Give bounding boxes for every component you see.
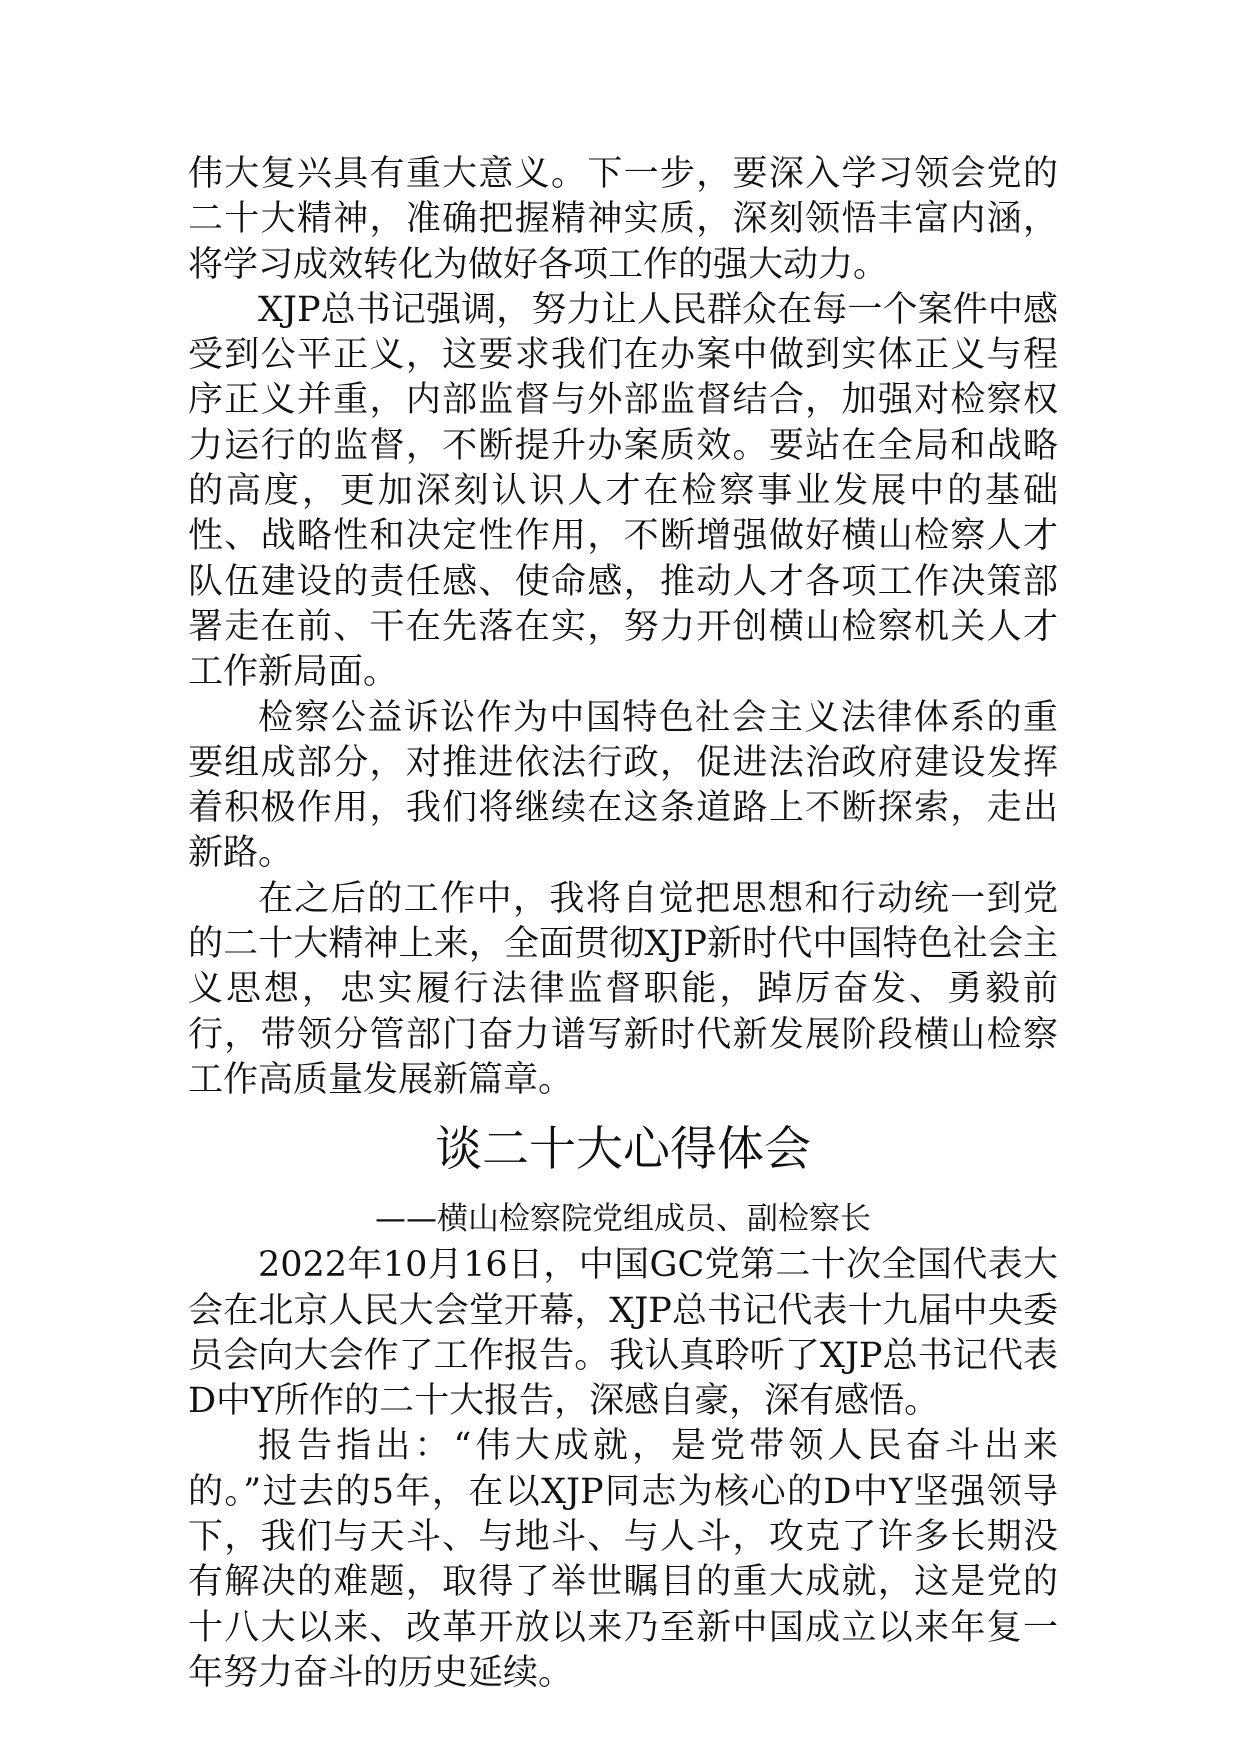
- document-page: [188, 152, 1058, 1696]
- paragraph: 报告指出：“伟大成就，是党带领人民奋斗出来的。”过去的5年，在以XJP同志为核心的D中Y坚强领导下，我们与天斗、与地斗、与人斗，攻克了许多长期没有解决的难题，取得了举世瞩目的重大成就，这是党的十八大以来、改革开放以来乃至新中国成立以来年复一年努力奋斗的历史延续。: [188, 1426, 1058, 1693]
- paragraph: 在之后的工作中，我将自觉把思想和行动统一到党的二十大精神上来，全面贯彻XJP新时代中国特色社会主义思想，忠实履行法律监督职能，踔厉奋发、勇毅前行，带领分管部门奋力谱写新时代新发展阶段横山检察工作高质量发展新篇章。: [188, 878, 1058, 1100]
- paragraph: 检察公益诉讼作为中国特色社会主义法律体系的重要组成部分，对推进依法行政，促进法治政府建设发挥着积极作用，我们将继续在这条道路上不断探索，走出新路。: [188, 697, 1058, 874]
- paragraph: 2022年10月16日，中国GC党第二十次全国代表大会在北京人民大会堂开幕，XJP总书记代表十九届中央委员会向大会作了工作报告。我认真聆听了XJP总书记代表D中Y所作的二十大报告，深感自豪，深有感悟。: [188, 1245, 1058, 1422]
- paragraph: XJP总书记强调，努力让人民群众在每一个案件中感受到公平正义，这要求我们在办案中做到实体正义与程序正义并重，内部监督与外部监督结合，加强对检察权力运行的监督，不断提升办案质效。要站在全局和战略的高度，更加深刻认识人才在检察事业发展中的基础性、战略性和决定性作用，不断增强做好横山检察人才队伍建设的责任感、使命感，推动人才各项工作决策部署走在前、干在先落在实，努力开创横山检察机关人才工作新局面。: [188, 289, 1058, 693]
- paragraph-continued: 伟大复兴具有重大意义。下一步，要深入学习领会党的二十大精神，准确把握精神实质，深刻领悟丰富内涵，将学习成效转化为做好各项工作的强大动力。: [188, 154, 1058, 285]
- article-title: 谈二十大心得体会: [435, 1122, 811, 1178]
- article-subtitle: ——横山检察院党组成员、副检察长: [375, 1201, 871, 1238]
